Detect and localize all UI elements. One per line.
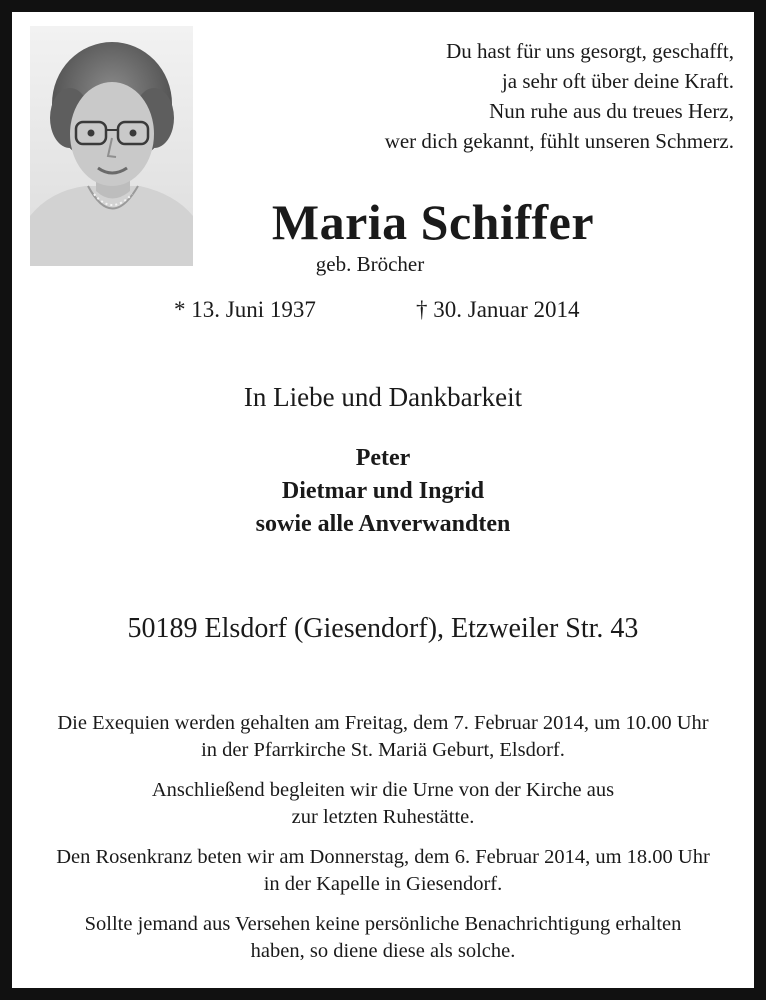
poem-line: ja sehr oft über deine Kraft. xyxy=(501,69,734,93)
poem-line: wer dich gekannt, fühlt unseren Schmerz. xyxy=(384,129,734,153)
urn-procession-notice xyxy=(12,777,754,831)
maiden-name: geb. Bröcher xyxy=(315,252,425,276)
family-address: 50189 Elsdorf (Giesendorf), Etzweiler Str. 43 xyxy=(127,613,639,644)
notice-line: zur letzten Ruhestätte. xyxy=(291,806,475,828)
funeral-service-notice xyxy=(12,710,754,764)
notice-line: Anschließend begleiten wir die Urne von der Kirche aus xyxy=(151,779,615,801)
deceased-name: Maria Schiffer xyxy=(271,194,595,250)
birth-date: * 13. Juni 1937 xyxy=(174,297,316,322)
notification-disclaimer xyxy=(12,911,754,965)
notice-line: haben, so diene diese als solche. xyxy=(250,940,516,962)
notice-line: Die Exequien werden gehalten am Freitag, dem 7. Februar 2014, um 10.00 Uhr xyxy=(57,712,709,734)
poem-line: Du hast für uns gesorgt, geschafft, xyxy=(446,39,734,63)
notice-line: in der Kapelle in Giesendorf. xyxy=(263,873,503,895)
mourner-name: Dietmar und Ingrid xyxy=(281,478,485,504)
thanks-line: In Liebe und Dankbarkeit xyxy=(243,382,523,412)
mourner-name: sowie alle Anverwandten xyxy=(255,511,511,537)
notice-line: in der Pfarrkirche St. Mariä Geburt, Elsdorf. xyxy=(201,739,565,761)
mourners-list xyxy=(12,442,754,541)
mourner-name: Peter xyxy=(355,445,411,471)
rosary-notice xyxy=(12,844,754,898)
life-dates xyxy=(12,295,754,325)
death-date: † 30. Januar 2014 xyxy=(416,297,580,322)
notice-line: Sollte jemand aus Versehen keine persönliche Benachrichtigung erhalten xyxy=(84,913,682,935)
notice-line: Den Rosenkranz beten wir am Donnerstag, dem 6. Februar 2014, um 18.00 Uhr xyxy=(56,846,710,868)
poem-verse xyxy=(254,36,734,156)
poem-line: Nun ruhe aus du treues Herz, xyxy=(489,99,734,123)
